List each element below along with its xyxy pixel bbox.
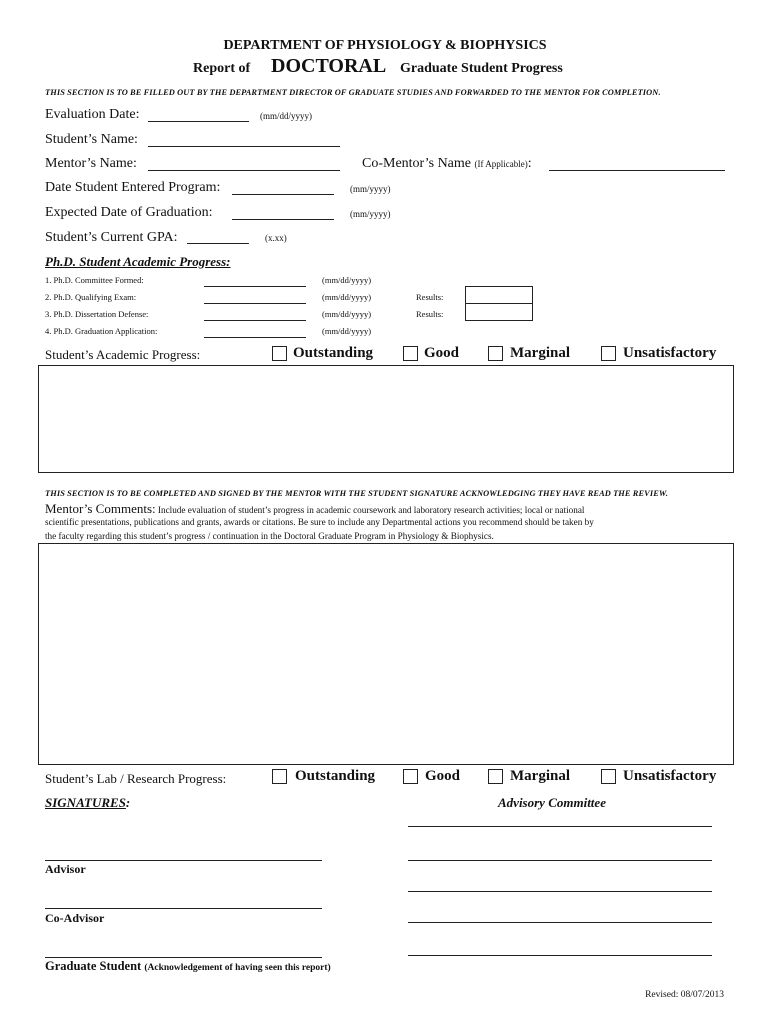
academic-unsatisfactory-checkbox[interactable] — [601, 346, 616, 361]
report-subtitle: Graduate Student Progress — [400, 61, 563, 76]
revised-date: Revised: 08/07/2013 — [645, 990, 724, 1000]
phd-qualifying-date-field[interactable] — [204, 303, 306, 304]
academic-good-label: Good — [424, 345, 460, 361]
committee-signature-line-1[interactable] — [408, 826, 712, 827]
graduate-student-signature-line[interactable] — [45, 957, 322, 958]
signatures-heading: SIGNATURES: — [45, 795, 131, 810]
committee-signature-line-5[interactable] — [408, 955, 712, 956]
student-name-field[interactable] — [148, 146, 340, 147]
lab-outstanding-label: Outstanding — [295, 768, 376, 784]
date-entered-field[interactable] — [232, 194, 334, 195]
mentor-comments-label: Mentor’s Comments: — [45, 501, 156, 516]
expected-graduation-field[interactable] — [232, 219, 334, 220]
committee-signature-line-3[interactable] — [408, 891, 712, 892]
academic-good-checkbox[interactable] — [403, 346, 418, 361]
date-entered-label: Date Student Entered Program: — [45, 180, 221, 195]
qualifying-results-label: Results: — [416, 292, 444, 302]
academic-progress-textbox[interactable] — [38, 365, 734, 473]
co-advisor-label: Co-Advisor — [45, 911, 105, 925]
mentor-comments-line2: scientific presentations, publications and grants, awards or citations. Be sure to include any Departmental actions you recommend should be taken by — [45, 517, 594, 527]
advisor-label: Advisor — [45, 862, 86, 876]
committee-signature-line-4[interactable] — [408, 922, 712, 923]
co-mentor-name-label: Co-Mentor’s Name (If Applicable): — [362, 156, 532, 171]
phd-progress-heading: Ph.D. Student Academic Progress: — [45, 254, 231, 269]
mentor-comments-line3: the faculty regarding this student’s progress / continuation in the Doctoral Graduate Program in Physiology & Biophysics. — [45, 531, 494, 541]
report-of-label: Report of — [193, 61, 251, 76]
phd-defense-hint: (mm/dd/yyyy) — [322, 309, 372, 319]
doctoral-label: DOCTORAL — [271, 55, 387, 77]
advisor-signature-line[interactable] — [45, 860, 322, 861]
evaluation-date-field[interactable] — [148, 121, 249, 122]
phd-item-graduation-label: 4. Ph.D. Graduation Application: — [45, 326, 158, 336]
phd-item-committee-label: 1. Ph.D. Committee Formed: — [45, 275, 144, 285]
defense-results-label: Results: — [416, 309, 444, 319]
lab-unsatisfactory-checkbox[interactable] — [601, 769, 616, 784]
phd-defense-date-field[interactable] — [204, 320, 306, 321]
mentor-name-label: Mentor’s Name: — [45, 156, 137, 171]
academic-progress-label: Student’s Academic Progress: — [45, 347, 201, 362]
mentor-comments-line1: Mentor’s Comments: Include evaluation of student’s progress in academic coursework and laboratory research activities; local or national — [45, 501, 585, 516]
lab-good-checkbox[interactable] — [403, 769, 418, 784]
evaluation-date-label: Evaluation Date: — [45, 107, 140, 122]
phd-graduation-date-field[interactable] — [204, 337, 306, 338]
evaluation-date-hint: (mm/dd/yyyy) — [260, 111, 312, 121]
lab-marginal-label: Marginal — [510, 768, 570, 784]
current-gpa-field[interactable] — [187, 243, 249, 244]
phd-graduation-hint: (mm/dd/yyyy) — [322, 326, 372, 336]
qualifying-results-field[interactable] — [465, 286, 533, 304]
co-mentor-note: (If Applicable) — [474, 159, 528, 169]
lab-marginal-checkbox[interactable] — [488, 769, 503, 784]
academic-unsatisfactory-label: Unsatisfactory — [623, 345, 717, 361]
academic-outstanding-checkbox[interactable] — [272, 346, 287, 361]
phd-item-defense-label: 3. Ph.D. Dissertation Defense: — [45, 309, 149, 319]
advisory-committee-heading: Advisory Committee — [498, 795, 606, 810]
section2-instruction: THIS SECTION IS TO BE COMPLETED AND SIGNED BY THE MENTOR WITH THE STUDENT SIGNATURE ACKNOWLEDGING THEY HAVE READ THE REVIEW. — [45, 489, 669, 498]
expected-graduation-label: Expected Date of Graduation: — [45, 205, 213, 220]
phd-committee-hint: (mm/dd/yyyy) — [322, 275, 372, 285]
mentor-comments-textbox[interactable] — [38, 543, 734, 765]
date-entered-hint: (mm/yyyy) — [350, 184, 391, 194]
academic-marginal-checkbox[interactable] — [488, 346, 503, 361]
lab-good-label: Good — [425, 768, 461, 784]
defense-results-field[interactable] — [465, 303, 533, 321]
current-gpa-label: Student’s Current GPA: — [45, 230, 178, 245]
academic-outstanding-label: Outstanding — [293, 345, 374, 361]
student-name-label: Student’s Name: — [45, 132, 138, 147]
lab-progress-label: Student’s Lab / Research Progress: — [45, 771, 227, 786]
phd-qualifying-hint: (mm/dd/yyyy) — [322, 292, 372, 302]
committee-signature-line-2[interactable] — [408, 860, 712, 861]
mentor-name-field[interactable] — [148, 170, 340, 171]
academic-marginal-label: Marginal — [510, 345, 570, 361]
phd-committee-date-field[interactable] — [204, 286, 306, 287]
phd-item-qualifying-label: 2. Ph.D. Qualifying Exam: — [45, 292, 137, 302]
current-gpa-hint: (x.xx) — [265, 233, 287, 243]
department-title: DEPARTMENT OF PHYSIOLOGY & BIOPHYSICS — [223, 38, 547, 53]
co-mentor-name-field[interactable] — [549, 170, 725, 171]
co-advisor-signature-line[interactable] — [45, 908, 322, 909]
section1-instruction: THIS SECTION IS TO BE FILLED OUT BY THE DEPARTMENT DIRECTOR OF GRADUATE STUDIES AND FORWARDED TO THE MENTOR FOR COMPLETION. — [45, 88, 661, 97]
graduate-student-label: Graduate Student (Acknowledgement of having seen this report) — [45, 959, 331, 973]
acknowledgement-note: (Acknowledgement of having seen this report) — [144, 963, 331, 973]
expected-graduation-hint: (mm/yyyy) — [350, 209, 391, 219]
lab-outstanding-checkbox[interactable] — [272, 769, 287, 784]
lab-unsatisfactory-label: Unsatisfactory — [623, 768, 717, 784]
